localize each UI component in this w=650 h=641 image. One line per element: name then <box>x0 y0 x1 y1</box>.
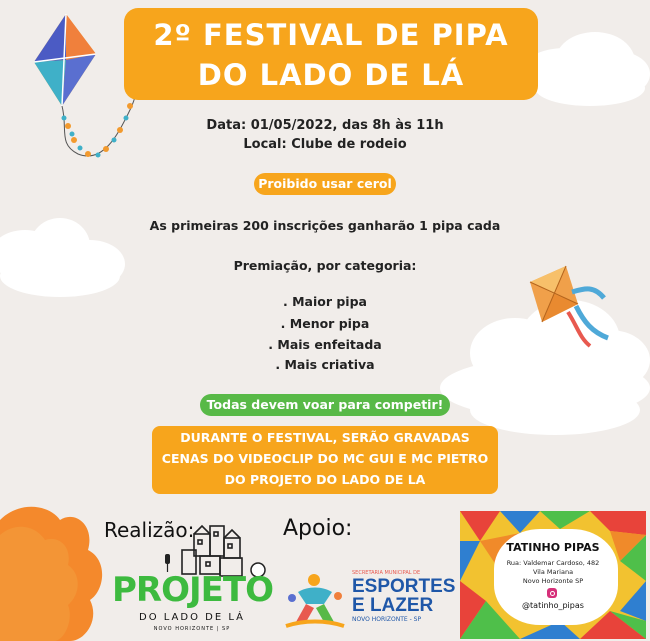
sponsor-address-3: Novo Horizonte SP <box>522 577 584 585</box>
prize-item: . Menor pipa <box>280 316 370 331</box>
fly-to-compete-pill: Todas devem voar para competir! <box>200 394 450 416</box>
projeto-logo-small: NOVO HORIZONTE | SP <box>153 626 231 632</box>
banner-line-1: DURANTE O FESTIVAL, SERÃO GRAVADAS <box>180 430 470 445</box>
prizes-heading: Premiação, por categoria: <box>233 258 417 273</box>
esportes-city: NOVO HORIZONTE - SP <box>352 616 422 623</box>
prize-item: . Maior pipa <box>283 294 367 309</box>
sponsor-instagram: @tatinho_pipas <box>522 601 584 610</box>
esportes-e-lazer-logo <box>284 566 462 632</box>
videoclip-banner <box>152 426 498 494</box>
tatinho-pipas-card <box>460 511 646 639</box>
no-cerol-pill: Proibido usar cerol <box>254 173 396 195</box>
sponsor-name: TATINHO PIPAS <box>506 541 600 554</box>
event-location: Local: Clube de rodeio <box>243 137 407 152</box>
title-line-1: 2º FESTIVAL DE PIPA <box>153 18 509 52</box>
instagram-icon <box>547 588 557 598</box>
orange-blob-decoration <box>0 500 110 641</box>
prize-item: . Mais enfeitada <box>268 337 382 352</box>
title-banner <box>124 8 538 100</box>
banner-line-2: CENAS DO VIDEOCLIP DO MC GUI E MC PIETRO <box>161 451 489 466</box>
esportes-line-2: E LAZER <box>352 595 434 616</box>
athletes-figure-icon <box>284 570 346 630</box>
prize-item: . Mais criativa <box>275 357 375 372</box>
esportes-line-1: ESPORTES <box>352 576 456 597</box>
projeto-logo-main: PROJETO <box>112 570 273 610</box>
apoio-label: Apoio: <box>283 516 353 541</box>
sponsor-address-1: Rua: Valdemar Cardoso, 482 <box>506 559 600 567</box>
sponsor-address-2: Vila Mariana <box>532 568 574 576</box>
projeto-do-lado-de-la-logo <box>112 520 272 638</box>
title-line-2: DO LADO DE LÁ <box>197 58 465 92</box>
first-inscriptions-text: As primeiras 200 inscrições ganharão 1 pipa cada <box>149 218 501 233</box>
banner-line-3: DO PROJETO DO LADO DE LA <box>224 472 426 487</box>
realizacao-label: Realizão: <box>104 518 195 542</box>
event-date: Data: 01/05/2022, das 8h às 11h <box>206 118 444 133</box>
projeto-logo-sub: DO LADO DE LÁ <box>139 612 245 623</box>
esportes-small: SECRETARIA MUNICIPAL DE <box>352 570 421 576</box>
